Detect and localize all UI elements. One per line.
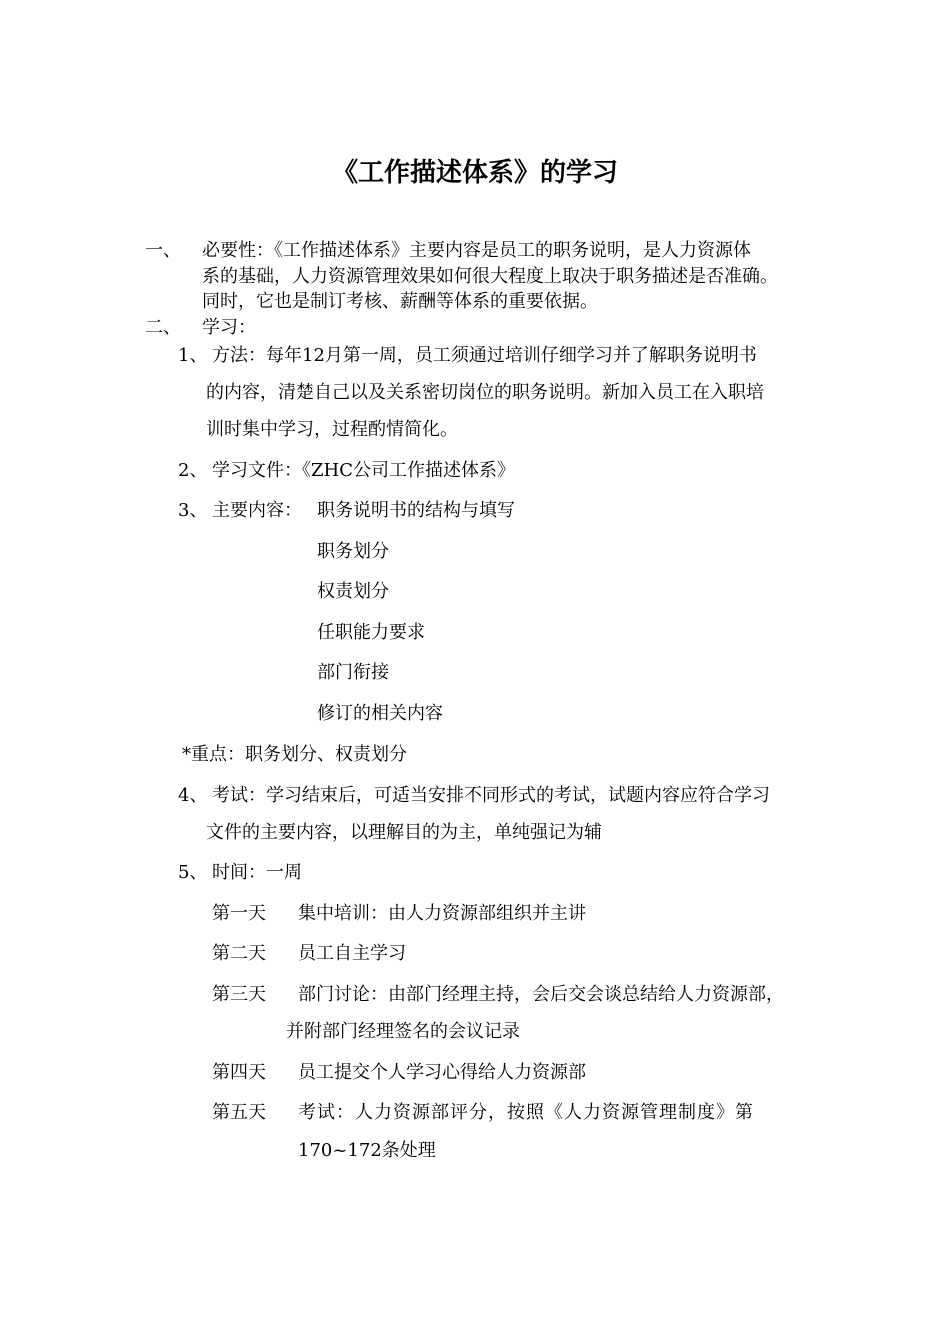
item-4-number: 4、 xyxy=(178,785,208,806)
schedule-day-text: 部门讨论：由部门经理主持，会后交会谈总结给人力资源部， xyxy=(298,984,784,1005)
section-1-line-3: 同时，它也是制订考核、薪酬等体系的重要依据。 xyxy=(202,291,598,312)
item-1-line-2: 的内容，清楚自己以及关系密切岗位的职务说明。新加入员工在入职培 xyxy=(206,382,764,403)
schedule-day-text: 并附部门经理签名的会议记录 xyxy=(286,1021,520,1042)
section-1-number: 一、 xyxy=(145,240,181,261)
key-points: *重点：职务划分、权责划分 xyxy=(182,744,407,765)
item-2-text: 学习文件：《ZHC公司工作描述体系》 xyxy=(212,460,515,481)
item-5-number: 5、 xyxy=(178,862,208,883)
item-4-line-1: 考试：学习结束后，可适当安排不同形式的考试，试题内容应符合学习 xyxy=(212,785,770,806)
page-title: 《工作描述体系》的学习 xyxy=(331,158,618,188)
item-5-text: 时间：一周 xyxy=(212,862,302,883)
schedule-day-label: 第二天 xyxy=(212,943,266,964)
schedule-day-text: 员工自主学习 xyxy=(298,943,406,964)
schedule-day-text: 员工提交个人学习心得给人力资源部 xyxy=(298,1062,586,1083)
item-1-number: 1、 xyxy=(178,345,208,366)
content-item: 部门衔接 xyxy=(317,662,389,683)
content-item: 职务划分 xyxy=(317,541,389,562)
schedule-day-text: 170~172条处理 xyxy=(298,1140,436,1161)
item-3-label: 主要内容： xyxy=(212,500,302,521)
content-item: 权责划分 xyxy=(317,581,389,602)
item-4-line-2: 文件的主要内容，以理解目的为主，单纯强记为辅 xyxy=(206,822,602,843)
schedule-day-text: 考试：人力资源部评分，按照《人力资源管理制度》第 xyxy=(298,1102,754,1123)
item-1-line-1: 方法：每年12月第一周，员工须通过培训仔细学习并了解职务说明书 xyxy=(212,345,757,366)
item-1-line-3: 训时集中学习，过程酌情简化。 xyxy=(206,419,458,440)
content-item: 修订的相关内容 xyxy=(317,703,443,724)
content-item: 任职能力要求 xyxy=(317,622,425,643)
item-3-number: 3、 xyxy=(178,500,208,521)
section-2-number: 二、 xyxy=(145,317,181,338)
item-2-number: 2、 xyxy=(178,460,208,481)
section-2-label: 学习： xyxy=(202,317,256,338)
schedule-day-label: 第三天 xyxy=(212,984,266,1005)
schedule-day-label: 第一天 xyxy=(212,903,266,924)
schedule-day-text: 集中培训：由人力资源部组织并主讲 xyxy=(298,903,586,924)
section-1-line-2: 系的基础，人力资源管理效果如何很大程度上取决于职务描述是否准确。 xyxy=(202,266,778,287)
schedule-day-label: 第五天 xyxy=(212,1102,266,1123)
section-1-line-1: 必要性：《工作描述体系》主要内容是员工的职务说明，是人力资源体 xyxy=(202,240,751,261)
schedule-day-label: 第四天 xyxy=(212,1062,266,1083)
content-item: 职务说明书的结构与填写 xyxy=(317,500,515,521)
